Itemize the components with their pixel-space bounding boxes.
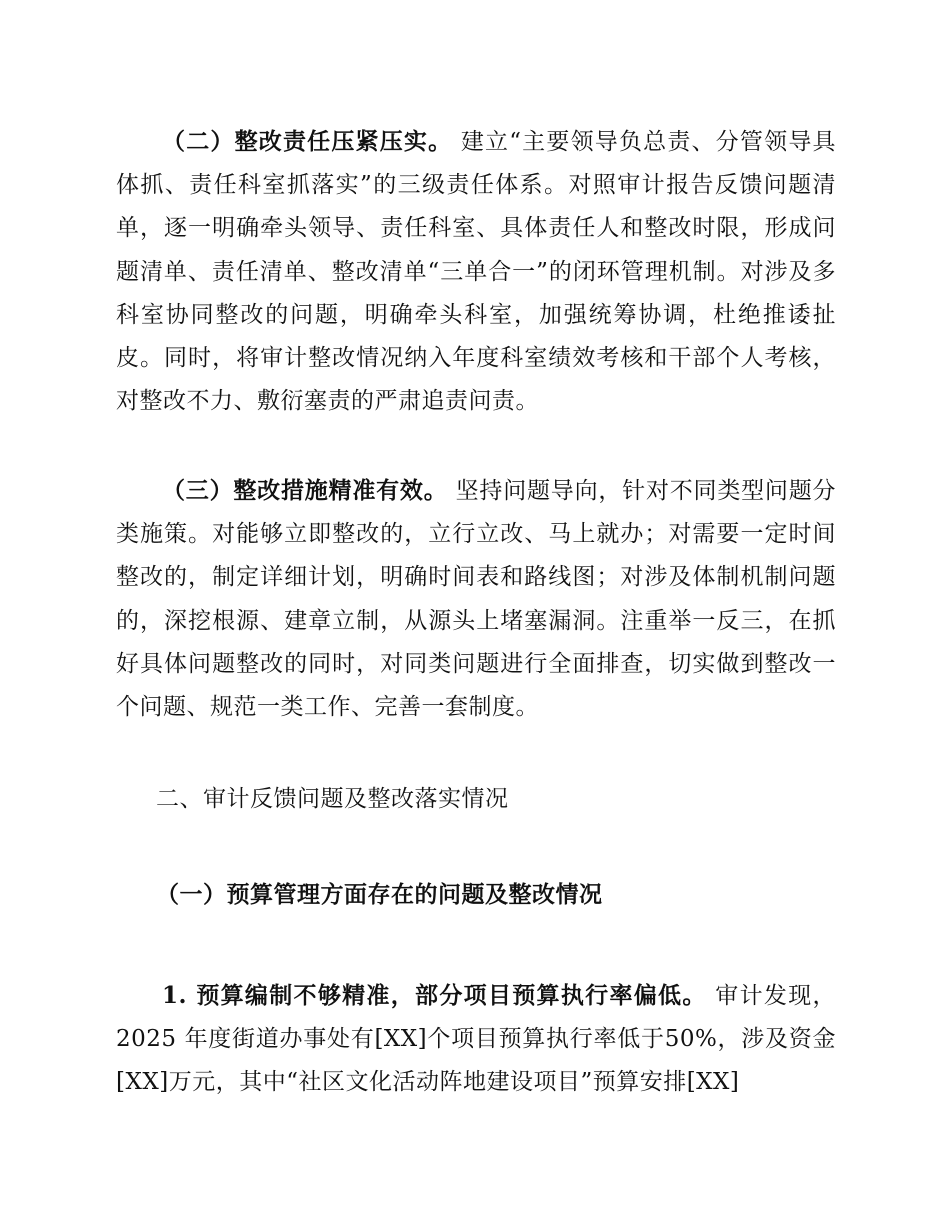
paragraph-lead: （二）整改责任压紧压实。 [162, 128, 453, 155]
paragraph-body: 审计发现，2025 年度街道办事处有[XX]个项目预算执行率低于50%，涉及资金[XX]万元，其中“社区文化活动阵地建设项目”预算安排[XX] [116, 983, 837, 1096]
paragraph-lead: （三）整改措施精准有效。 [162, 477, 448, 504]
chapter-heading: 二、审计反馈问题及整改落实情况 [156, 786, 509, 812]
paragraph-measures [116, 469, 836, 729]
paragraph-body: 坚持问题导向，针对不同类型问题分类施策。对能够立即整改的，立行立改、马上就办；对需要一定时间整改的，制定详细计划，明确时间表和路线图；对涉及体制机制问题的，深挖根源、建章立制，从源头上堵塞漏洞。注重举一反三，在抓好具体问题整改的同时，对同类问题进行全面排查，切实做到整改一个问题、规范一类工作、完善一套制度。 [116, 478, 837, 721]
paragraph-lead: 1. 预算编制不够精准，部分项目预算执行率偏低。 [162, 982, 707, 1009]
paragraph-body: 建立“主要领导负总责、分管领导具体抓、责任科室抓落实”的三级责任体系。对照审计报告反馈问题清单，逐一明确牵头领导、责任科室、具体责任人和整改时限，形成问题清单、责任清单、整改清单“三单合一”的闭环管理机制。对涉及多科室协同整改的问题，明确牵头科室，加强统筹协调，杜绝推诿扯皮。同时，将审计整改情况纳入年度科室绩效考核和干部个人考核，对整改不力、敷衍塞责的严肃追责问责。 [116, 129, 837, 415]
subsection-heading: （一）预算管理方面存在的问题及整改情况 [156, 881, 603, 908]
paragraph-responsibility [116, 120, 836, 423]
paragraph-budget-issue [116, 974, 836, 1105]
